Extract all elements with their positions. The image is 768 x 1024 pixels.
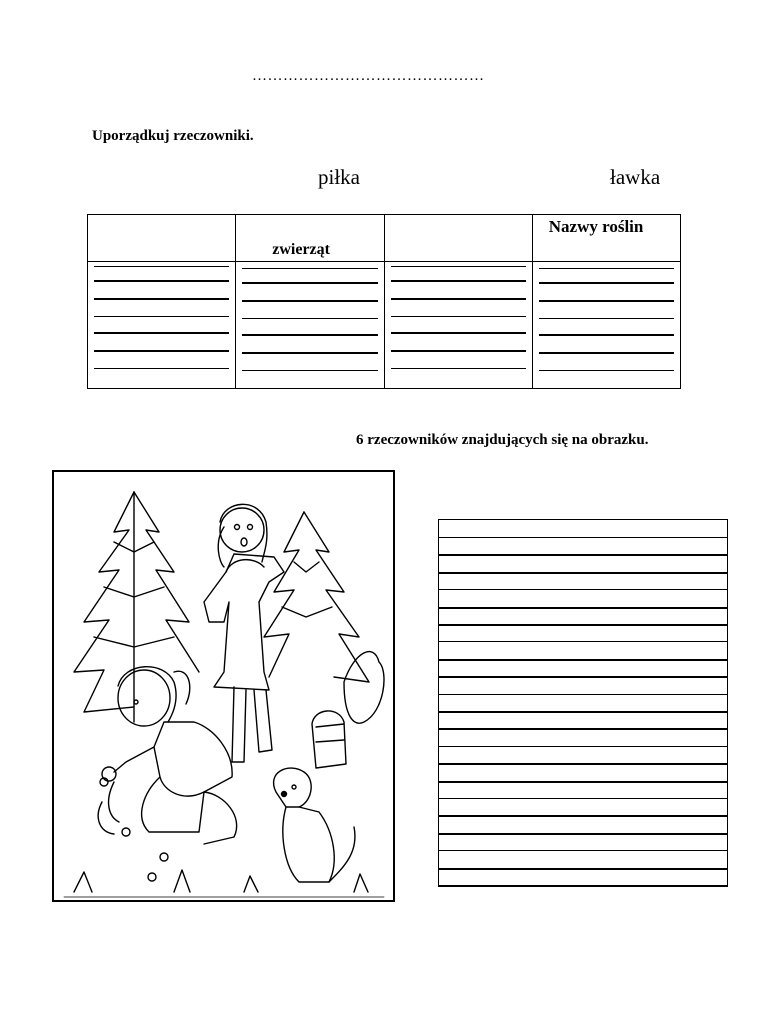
writing-line [94,266,229,267]
answer-lines-box[interactable] [438,519,728,887]
writing-line [242,318,377,319]
table-header-4: Nazwy roślin [548,217,644,236]
writing-line [242,334,377,336]
writing-line [94,316,229,317]
task2-instruction: 6 rzeczowników znajdujących się na obrazku. [356,432,649,448]
word-pilka: piłka [318,165,360,189]
answer-line [439,798,727,799]
word-lawka: ławka [610,165,661,189]
writing-line [539,352,674,354]
answer-line [439,850,727,851]
answer-line [439,746,727,747]
answer-line [439,781,727,783]
table-write-area-3[interactable] [385,262,532,390]
table-header-4-cell [533,215,680,262]
writing-line [539,300,674,302]
answer-line [439,641,727,642]
name-line[interactable]: ……………………………………… [252,68,485,84]
writing-line [539,268,674,269]
answer-line [439,554,727,556]
table-column-4 [533,215,680,388]
table-header-2-cell [236,215,383,262]
writing-line [391,266,526,267]
writing-line [242,282,377,284]
answer-line [439,659,727,661]
writing-line [391,298,526,300]
table-column-1 [88,215,236,388]
answer-line [439,815,727,817]
answer-line [439,537,727,538]
writing-line [242,268,377,269]
noun-sort-table [87,214,681,389]
writing-line [391,316,526,317]
forest-children-dog-icon [54,472,393,900]
answer-line [439,833,727,835]
writing-line [94,368,229,369]
table-column-2 [236,215,384,388]
writing-line [242,370,377,371]
table-write-area-2[interactable] [236,262,383,390]
answer-line [439,885,727,887]
writing-line [94,350,229,352]
task1-instruction: Uporządkuj rzeczowniki. [92,128,254,144]
answer-line [439,763,727,765]
table-header-3[interactable] [385,215,532,262]
writing-line [539,334,674,336]
writing-line [94,332,229,334]
table-column-3 [385,215,533,388]
answer-line [439,694,727,695]
writing-line [391,332,526,334]
writing-line [242,300,377,302]
answer-line [439,607,727,609]
table-write-area-4[interactable] [533,262,680,390]
writing-line [94,280,229,282]
table-write-area-1[interactable] [88,262,235,390]
answer-line [439,868,727,870]
answer-line [439,572,727,574]
writing-line [242,352,377,354]
writing-line [539,282,674,284]
answer-line [439,589,727,590]
writing-line [94,298,229,300]
writing-line [539,318,674,319]
answer-line [439,728,727,730]
writing-line [391,350,526,352]
table-header-2: zwierząt [272,241,330,258]
writing-line [391,280,526,282]
forest-scene-picture [52,470,395,902]
answer-line [439,624,727,626]
answer-line [439,711,727,713]
answer-line [439,676,727,678]
table-header-1[interactable] [88,215,235,262]
writing-line [391,368,526,369]
writing-line [539,370,674,371]
